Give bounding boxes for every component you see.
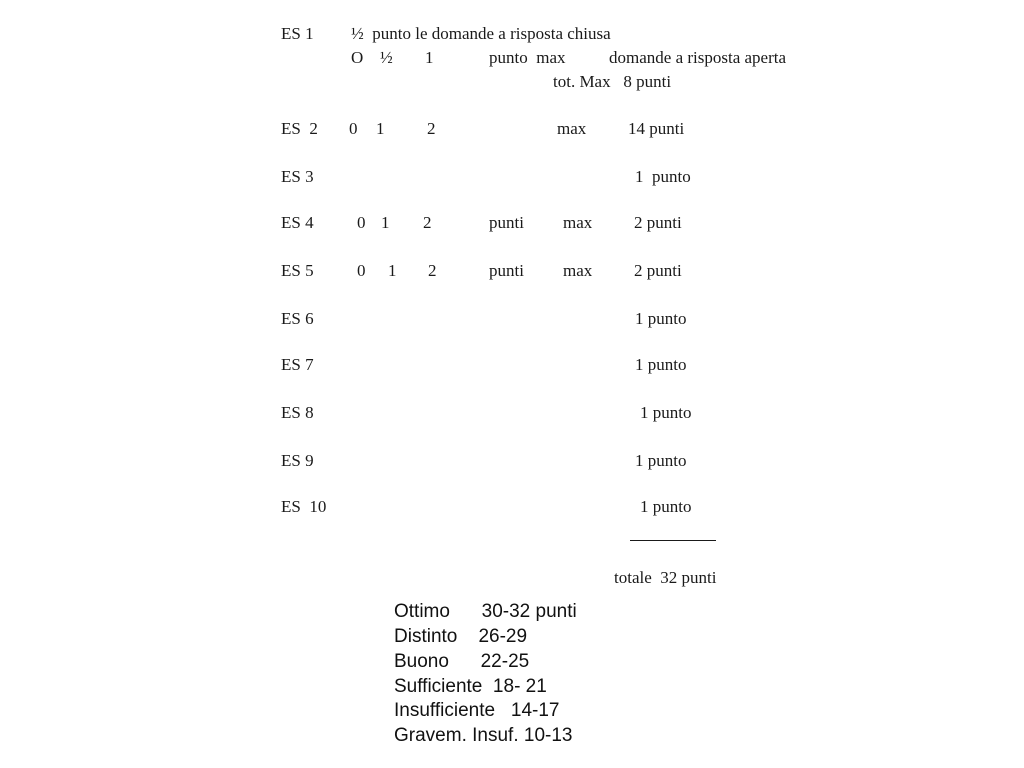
grade-gravemente-insufficiente: Gravem. Insuf. 10-13 bbox=[394, 725, 573, 746]
es3-label: ES 3 bbox=[281, 167, 314, 186]
es10-points: 1 punto bbox=[640, 497, 692, 516]
es6-points: 1 punto bbox=[635, 309, 687, 328]
grade-distinto: Distinto 26-29 bbox=[394, 626, 528, 647]
es4-label: ES 4 bbox=[281, 213, 314, 232]
es6-label: ES 6 bbox=[281, 309, 314, 328]
es9-label: ES 9 bbox=[281, 451, 314, 470]
sum-divider bbox=[630, 540, 716, 541]
es7-label: ES 7 bbox=[281, 355, 314, 374]
es1-label: ES 1 bbox=[281, 24, 314, 43]
es5-score-0: 0 bbox=[357, 261, 366, 280]
es2-score-1: 1 bbox=[376, 119, 385, 138]
grade-sufficiente: Sufficiente 18- 21 bbox=[394, 676, 547, 697]
es1-score-half: ½ bbox=[380, 48, 393, 67]
es5-unit: punti bbox=[489, 261, 524, 280]
es5-score-1: 1 bbox=[388, 261, 397, 280]
es1-open-questions-text: domande a risposta aperta bbox=[609, 48, 787, 67]
es4-unit: punti bbox=[489, 213, 524, 232]
grade-ottimo: Ottimo 30-32 punti bbox=[394, 601, 577, 622]
es2-score-2: 2 bbox=[427, 119, 436, 138]
es4-score-0: 0 bbox=[357, 213, 366, 232]
es10-label: ES 10 bbox=[281, 497, 327, 516]
es5-max: max bbox=[563, 261, 593, 280]
es2-max: max bbox=[557, 119, 587, 138]
es8-points: 1 punto bbox=[640, 403, 692, 422]
es5-label: ES 5 bbox=[281, 261, 314, 280]
es5-points: 2 punti bbox=[634, 261, 682, 280]
es1-score-one: 1 bbox=[425, 48, 434, 67]
es1-closed-questions-text: ½ punto le domande a risposta chiusa bbox=[351, 24, 611, 43]
grade-insufficiente: Insufficiente 14-17 bbox=[394, 700, 560, 721]
es2-label: ES 2 bbox=[281, 119, 318, 138]
es1-total-max: tot. Max 8 punti bbox=[553, 72, 672, 91]
es4-points: 2 punti bbox=[634, 213, 682, 232]
es7-points: 1 punto bbox=[635, 355, 687, 374]
grade-buono: Buono 22-25 bbox=[394, 651, 530, 672]
es3-points: 1 punto bbox=[635, 167, 691, 186]
es9-points: 1 punto bbox=[635, 451, 687, 470]
es2-score-0: 0 bbox=[349, 119, 358, 138]
es1-punto-max: punto max bbox=[489, 48, 566, 67]
es4-score-2: 2 bbox=[423, 213, 432, 232]
es4-score-1: 1 bbox=[381, 213, 390, 232]
es5-score-2: 2 bbox=[428, 261, 437, 280]
total-points: totale 32 punti bbox=[614, 568, 717, 587]
es1-score-zero: O bbox=[351, 48, 364, 67]
es8-label: ES 8 bbox=[281, 403, 314, 422]
es4-max: max bbox=[563, 213, 593, 232]
es2-points: 14 punti bbox=[628, 119, 685, 138]
